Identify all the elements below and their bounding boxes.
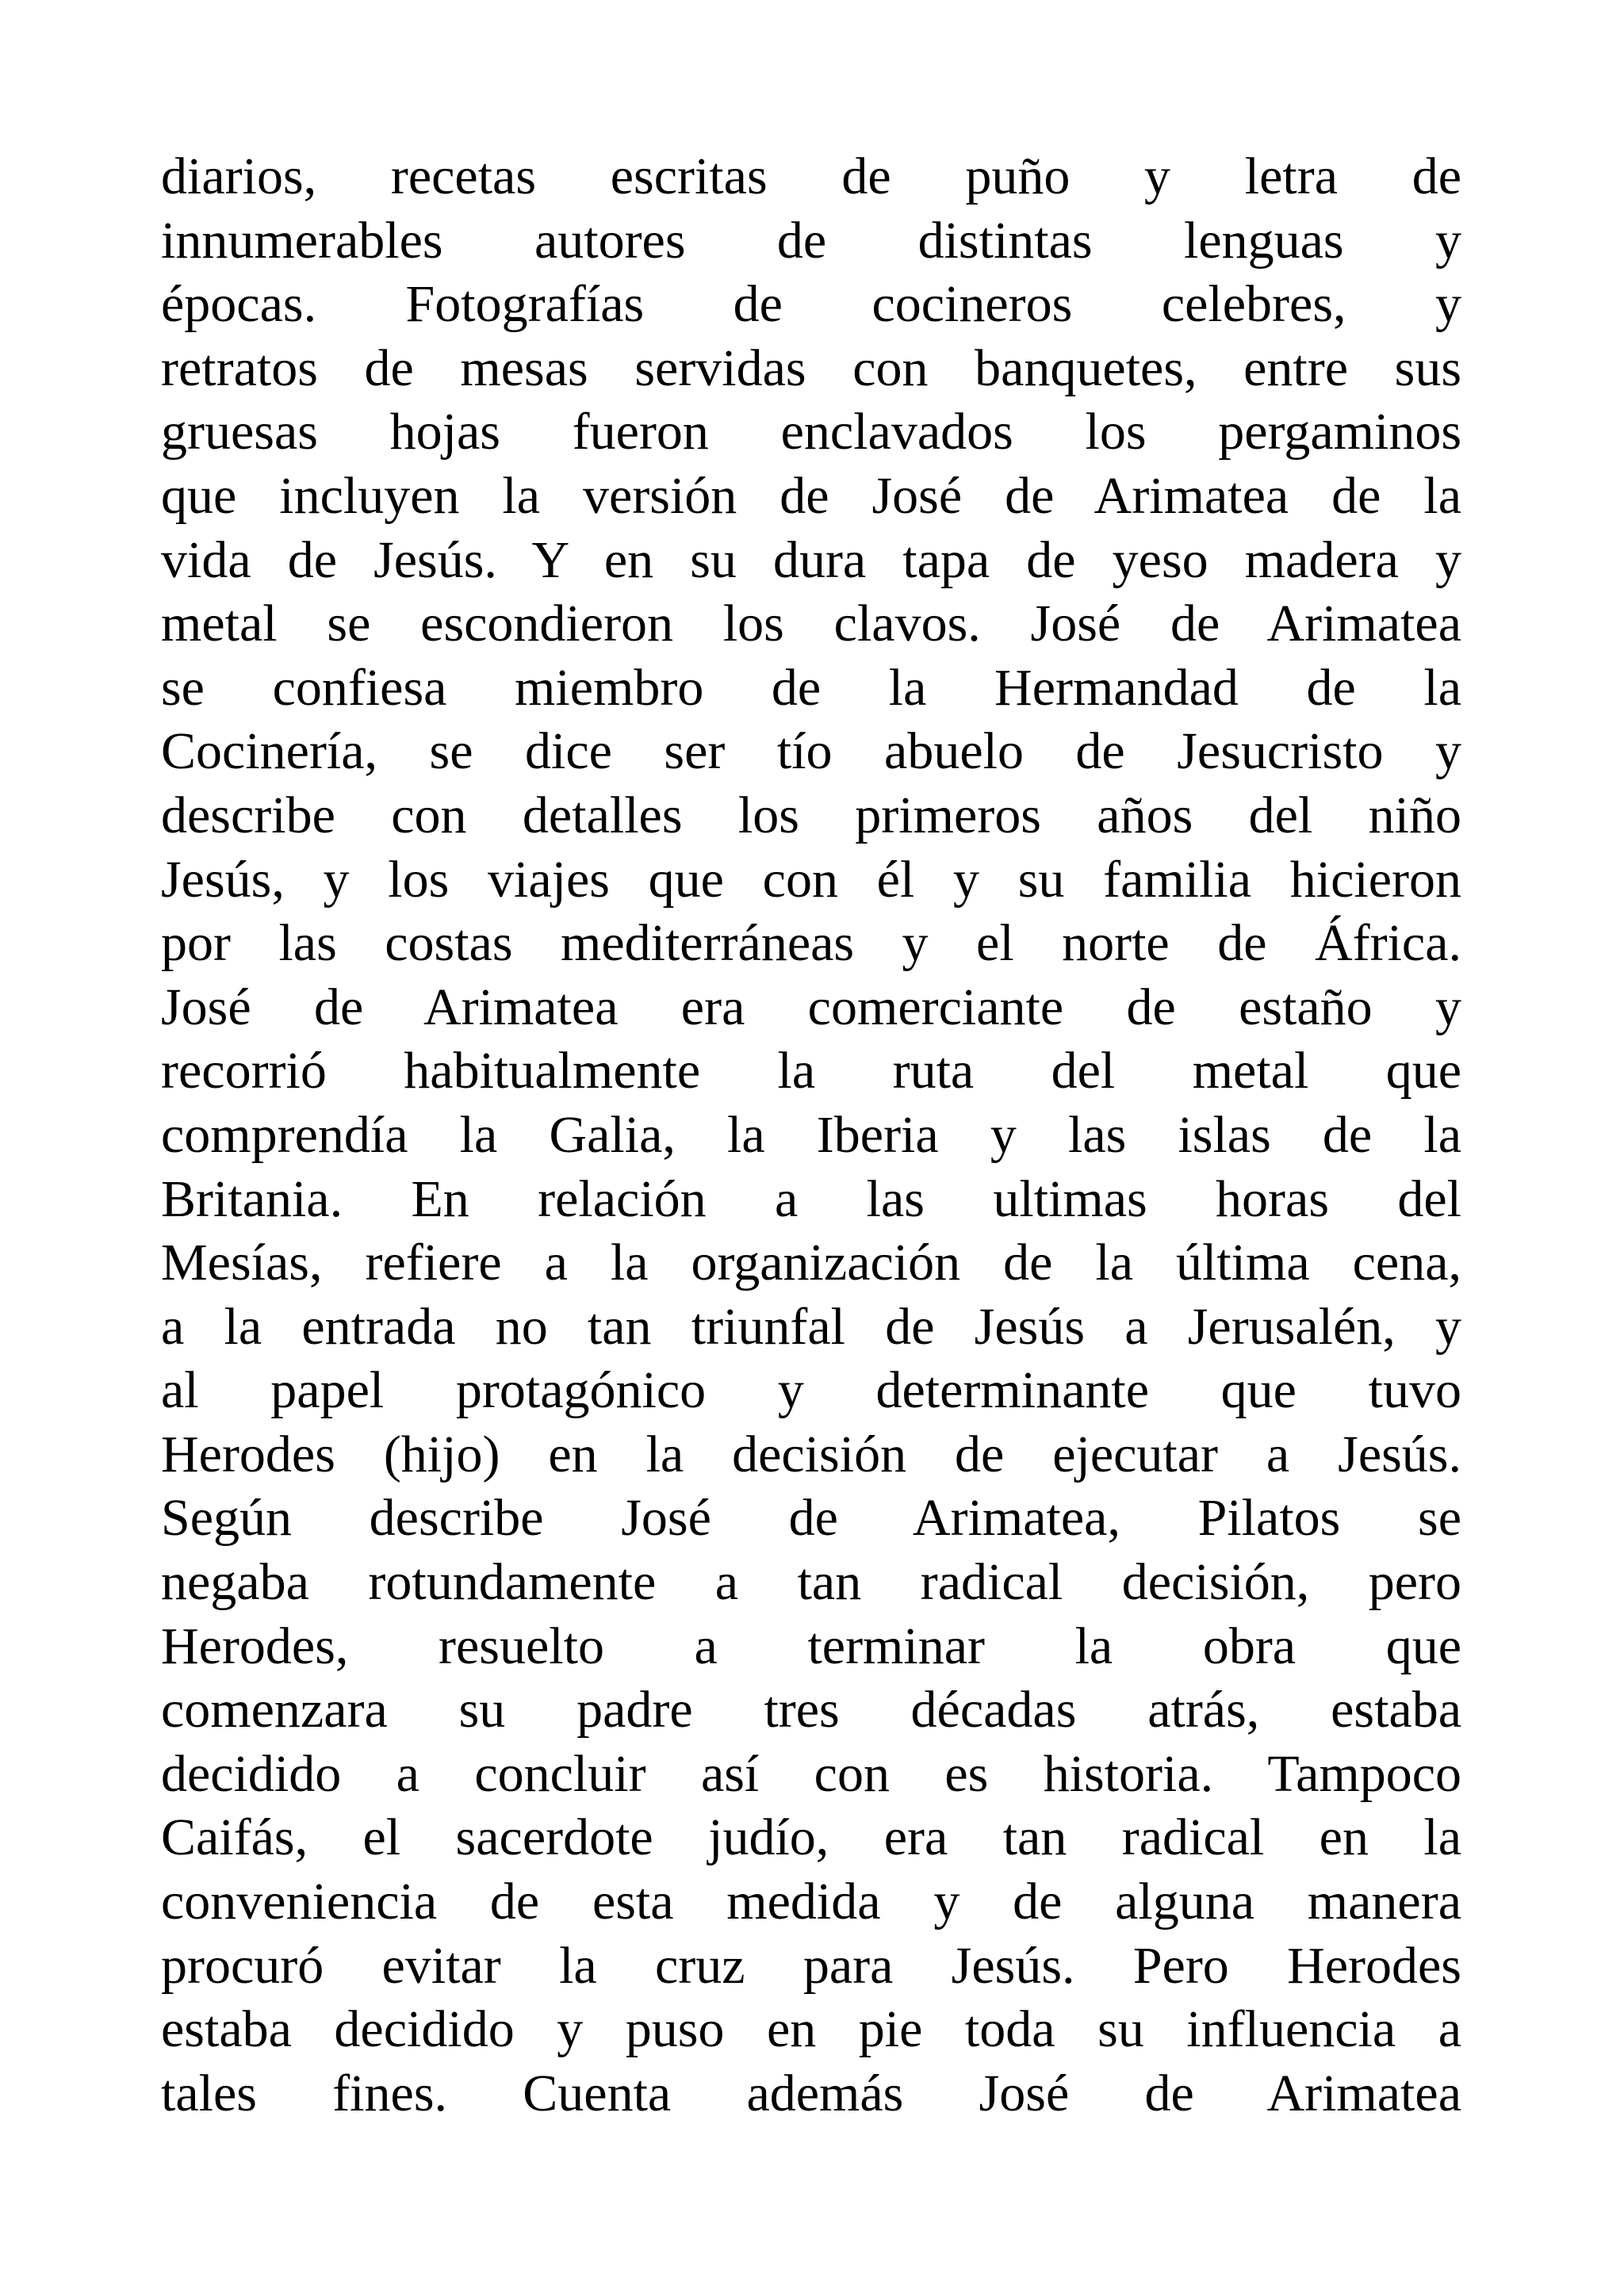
text-line: metal se escondieron los clavos. José de Arimatea [161,595,1461,653]
text-line: procuró evitar la cruz para Jesús. Pero Herodes [161,1936,1461,1995]
text-line: retratos de mesas servidas con banquetes, entre sus [161,339,1461,397]
text-line: José de Arimatea era comerciante de estaño y [161,978,1461,1036]
text-line: Cocinería, se dice ser tío abuelo de Jesucristo y [161,722,1461,781]
text-line: se confiesa miembro de la Hermandad de la [161,658,1461,717]
text-line: diarios, recetas escritas de puño y letra de [161,147,1461,205]
text-line: al papel protagónico y determinante que tuvo [161,1361,1461,1420]
text-line: Caifás, el sacerdote judío, era tan radical en la [161,1808,1461,1867]
text-line: decidido a concluir así con es historia. Tampoco [161,1744,1461,1803]
text-line: innumerables autores de distintas lenguas y [161,211,1461,270]
text-line: a la entrada no tan triunfal de Jesús a Jerusalén, y [161,1297,1461,1356]
text-line: Jesús, y los viajes que con él y su familia hicieron [161,850,1461,909]
text-line: conveniencia de esta medida y de alguna manera [161,1873,1461,1931]
text-line: comprendía la Galia, la Iberia y las islas de la [161,1105,1461,1164]
text-line: Mesías, refiere a la organización de la última cena, [161,1234,1461,1292]
text-line: Herodes, resuelto a terminar la obra que [161,1617,1461,1675]
text-line: describe con detalles los primeros años del niño [161,786,1461,844]
text-line: que incluyen la versión de José de Arimatea de la [161,466,1461,525]
text-line: Según describe José de Arimatea, Pilatos se [161,1489,1461,1548]
text-line: negaba rotundamente a tan radical decisión, pero [161,1553,1461,1612]
text-line: Britania. En relación a las ultimas horas del [161,1169,1461,1228]
text-line: recorrió habitualmente la ruta del metal que [161,1042,1461,1100]
text-line: vida de Jesús. Y en su dura tapa de yeso madera y [161,530,1461,589]
text-line: gruesas hojas fueron enclavados los pergaminos [161,403,1461,461]
text-line: Herodes (hijo) en la decisión de ejecutar a Jesús. [161,1425,1461,1483]
text-line: estaba decidido y puso en pie toda su influencia a [161,2000,1461,2059]
text-line: épocas. Fotografías de cocineros celebres, y [161,275,1461,334]
text-line: tales fines. Cuenta además José de Arimatea [161,2064,1461,2122]
body-text [161,145,1461,2126]
text-line: por las costas mediterráneas y el norte de África. [161,914,1461,973]
text-line: comenzara su padre tres décadas atrás, estaba [161,1681,1461,1739]
